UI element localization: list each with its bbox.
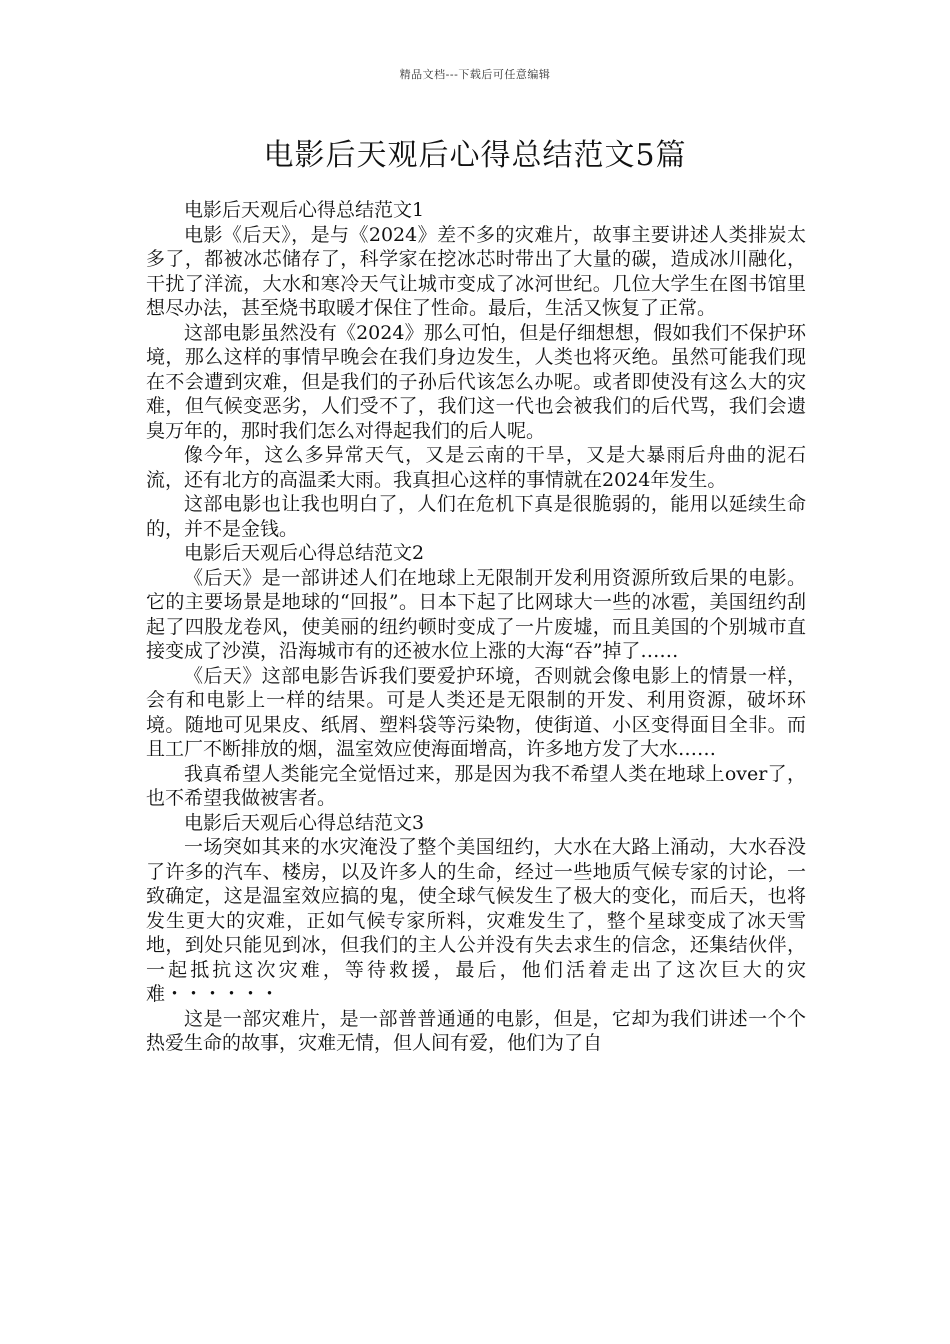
body-paragraph: 这部电影也让我也明白了，人们在危机下真是很脆弱的，能用以延续生命的，并不是金钱。 xyxy=(146,493,806,540)
body-paragraph: 我真希望人类能完全觉悟过来，那是因为我不希望人类在地球上over了，也不希望我做被害者。 xyxy=(146,762,806,809)
section-heading-2: 电影后天观后心得总结范文2 xyxy=(184,542,425,564)
body-paragraph: 这部电影虽然没有《2024》那么可怕，但是仔细想想，假如我们不保护环境，那么这样的事情早晚会在我们身边发生，人类也将灭绝。虽然可能我们现在不会遭到灾难，但是我们的子孙后代该怎么办呢。或者即使没有这么大的灾难，但气候变恶劣，人们受不了，我们这一代也会被我们的后代骂，我们会遗臭万年的，那时我们怎么对得起我们的后人呢。 xyxy=(146,321,806,442)
document-title: 电影后天观后心得总结范文5篇 xyxy=(263,138,687,173)
header-note: 精品文档---下载后可任意编辑 xyxy=(399,68,551,81)
body-paragraph: 这是一部灾难片，是一部普普通通的电影，但是，它却为我们讲述一个个热爱生命的故事，灾难无情，但人间有爱，他们为了自 xyxy=(146,1007,806,1054)
body-paragraph: 《后天》是一部讲述人们在地球上无限制开发利用资源所致后果的电影。它的主要场景是地球的“回报”。日本下起了比网球大一些的冰雹，美国纽约刮起了四股龙卷风，使美丽的纽约顿时变成了一片废墟，而且美国的个别城市直接变成了沙漠，沿海城市有的还被水位上涨的大海“吞”掉了…… xyxy=(146,566,806,662)
section-heading-1: 电影后天观后心得总结范文1 xyxy=(184,199,425,221)
body-paragraph: 像今年，这么多异常天气，又是云南的干旱，又是大暴雨后舟曲的泥石流，还有北方的高温柔大雨。我真担心这样的事情就在2024年发生。 xyxy=(146,444,806,491)
document-body xyxy=(146,198,806,1056)
body-paragraph: 《后天》这部电影告诉我们要爱护环境，否则就会像电影上的情景一样，会有和电影上一样的结果。可是人类还是无限制的开发、利用资源，破坏环境。随地可见果皮、纸屑、塑料袋等污染物，使街道、小区变得面目全非。而且工厂不断排放的烟，温室效应使海面增高，许多地方发了大水…… xyxy=(146,664,806,760)
body-paragraph: 一场突如其来的水灾淹没了整个美国纽约，大水在大路上涌动，大水吞没了许多的汽车、楼房，以及许多人的生命，经过一些地质气候专家的讨论，一致确定，这是温室效应搞的鬼，使全球气候发生了极大的变化，而后天，也将发生更大的灾难，正如气候专家所料，灾难发生了，整个星球变成了冰天雪地，到处只能见到冰，但我们的主人公并没有失去求生的信念，还集结伙伴，一起抵抗这次灾难，等待救援，最后，他们活着走出了这次巨大的灾难・・・・・・ xyxy=(146,836,806,1005)
body-paragraph: 电影《后天》，是与《2024》差不多的灾难片，故事主要讲述人类排炭太多了，都被冰芯储存了，科学家在挖冰芯时带出了大量的碳，造成冰川融化，干扰了洋流，大水和寒冷天气让城市变成了冰河世纪。几位大学生在图书馆里想尽办法，甚至烧书取暖才保住了性命。最后，生活又恢复了正常。 xyxy=(146,223,806,319)
section-heading-3: 电影后天观后心得总结范文3 xyxy=(184,811,425,834)
